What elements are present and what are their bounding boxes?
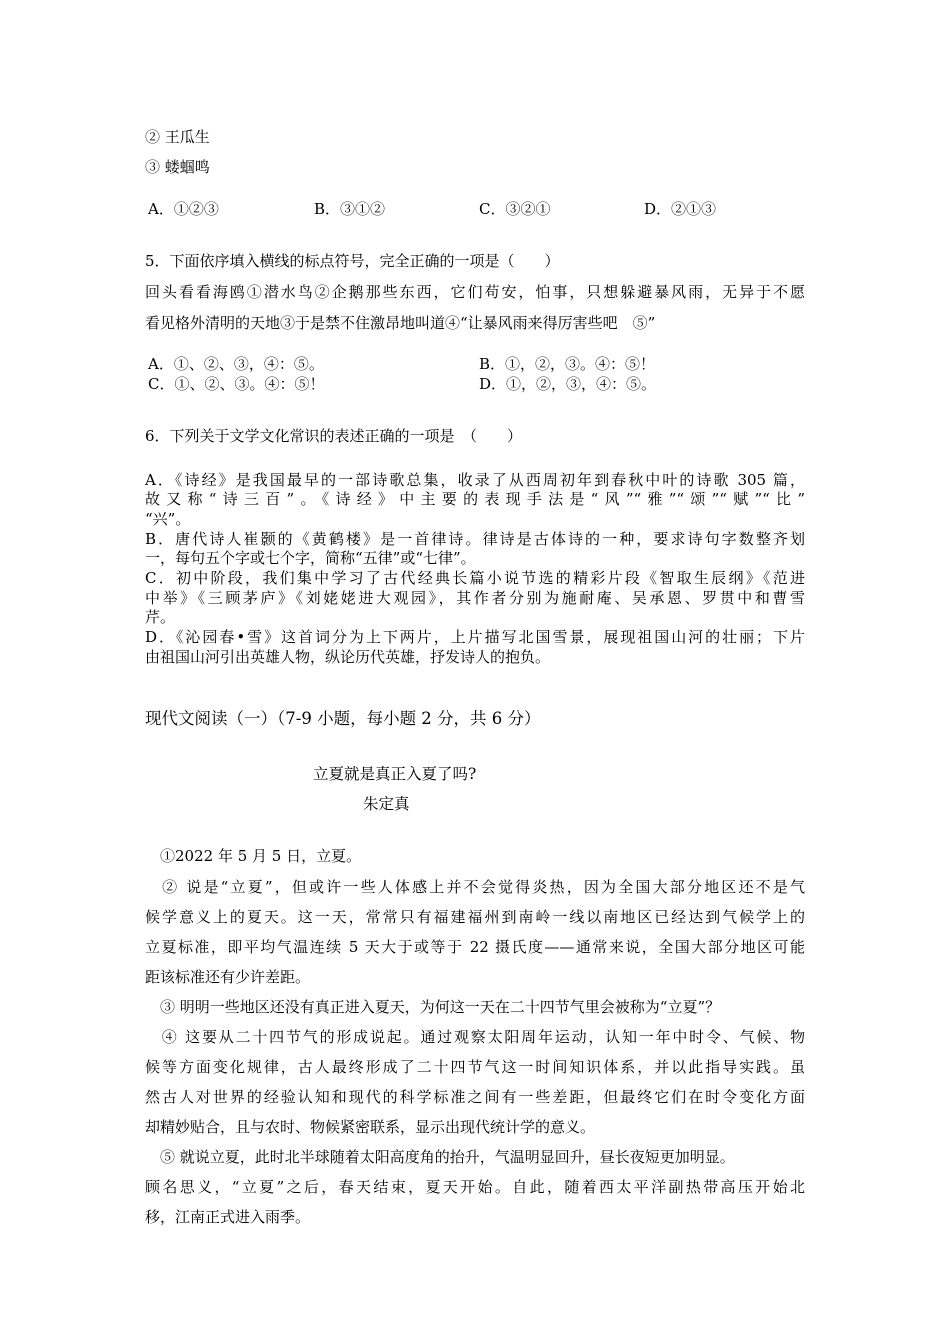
q4-item-2: ② 王瓜生 [145,128,210,146]
q4-option-b: B．③①② [314,200,386,218]
q6-option-line: 故又称“诗三百”。《诗经》中主要的表现手法是“风”“雅”“颂”“赋”“比” [145,490,805,508]
paragraph-line: 立夏标准，即平均气温连续 5 天大于或等于 22 摄氏度——通常来说，全国大部分地区可能 [145,938,805,956]
q5-option-a: A．①、②、③，④：⑤。 [148,355,324,373]
q6-stem: 6．下列关于文学文化常识的表述正确的一项是 （ ） [145,427,523,445]
q6-option-line: “兴”。 [145,510,191,528]
paragraph-line: ③ 明明一些地区还没有真正进入夏天，为何这一天在二十四节气里会被称为“立夏”？ [145,998,721,1016]
paragraph-line: 候等方面变化规律，古人最终形成了二十四节气这一时间知识体系，并以此指导实践。虽 [145,1058,805,1076]
q5-stem: 5．下面依序填入横线的标点符号，完全正确的一项是（ ） [145,252,560,270]
paragraph-line: ⑤ 就说立夏，此时北半球随着太阳高度角的抬升，气温明显回升，昼长夜短更加明显。 [145,1148,735,1166]
q4-option-d: D．②①③ [644,200,717,218]
paragraph-line: 候学意义上的夏天。这一天，常常只有福建福州到南岭一线以南地区已经达到气候学上的 [145,908,805,926]
q4-option-a: A．①②③ [148,200,219,218]
q4-item-3: ③ 蝼蝈鸣 [145,158,210,176]
paragraph-line: 然古人对世界的经验认知和现代的科学标准之间有一些差距，但最终它们在时令变化方面 [145,1088,805,1106]
q5-option-b: B．①，②，③。④：⑤！ [479,355,656,373]
article-title: 立夏就是真正入夏了吗? [313,765,477,783]
q5-option-c: C．①、②、③。④：⑤！ [148,375,325,393]
q6-option-line: B．唐代诗人崔颢的《黄鹤楼》是一首律诗。律诗是古体诗的一种，要求诗句字数整齐划 [145,530,805,548]
q6-option-line: A．《诗经》是我国最早的一部诗歌总集，收录了从西周初年到春秋中叶的诗歌 305 篇， [145,471,805,489]
article-author: 朱定真 [363,795,410,813]
paragraph-line: ①2022 年 5 月 5 日，立夏。 [145,847,362,865]
paragraph-line: 顾名思义，“立夏”之后，春天结束，夏天开始。自此，随着西太平洋副热带高压开始北 [145,1178,805,1196]
q6-option-line: 芹。 [145,608,176,626]
q6-option-line: C．初中阶段，我们集中学习了古代经典长篇小说节选的精彩片段《智取生辰纲》《范进 [145,569,805,587]
q6-option-line: 一，每句五个字或七个字，简称“五律”或“七律”。 [145,549,476,567]
paragraph-line: ④ 这要从二十四节气的形成说起。通过观察太阳周年运动，认知一年中时令、气候、物 [145,1028,805,1046]
q4-option-c: C．③②① [479,200,551,218]
q6-option-line: 由祖国山河引出英雄人物，纵论历代英雄，抒发诗人的抱负。 [145,648,551,666]
q6-option-line: D．《沁园春•雪》这首词分为上下两片，上片描写北国雪景，展现祖国山河的壮丽；下片 [145,628,805,646]
q5-passage-line-1: 回头看看海鸥①潜水鸟②企鹅那些东西，它们苟安，怕事，只想躲避暴风雨，无异于不愿 [145,283,805,301]
paragraph-line: 移，江南正式进入雨季。 [145,1208,311,1226]
q6-option-line: 中举》《三顾茅庐》《刘姥姥进大观园》，其作者分别为施耐庵、吴承恩、罗贯中和曹雪 [145,589,805,607]
q5-passage-line-2: 看见格外清明的天地③于是禁不住激昂地叫道④“让暴风雨来得厉害些吧 ⑤” [145,314,656,332]
paragraph-line: 却精妙贴合，且与农时、物候紧密联系，显示出现代统计学的意义。 [145,1118,596,1136]
section-title: 现代文阅读（一）（7-9 小题，每小题 2 分，共 6 分） [145,709,541,728]
paragraph-line: 距该标准还有少许差距。 [145,968,311,986]
paragraph-line: ② 说是“立夏”，但或许一些人体感上并不会觉得炎热，因为全国大部分地区还不是气 [145,878,805,896]
q5-option-d: D．①，②，③，④：⑤。 [479,375,657,393]
